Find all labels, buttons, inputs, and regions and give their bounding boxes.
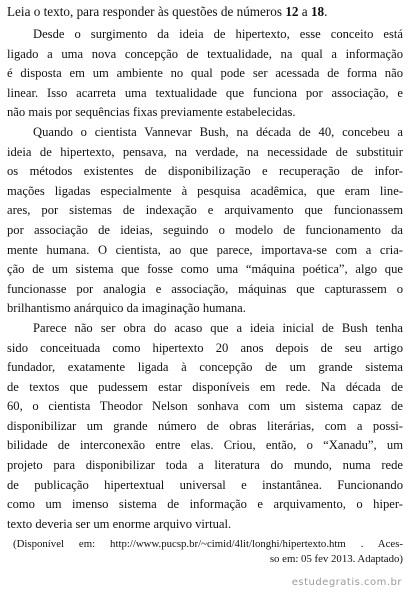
text-line: por associação de ideias, seguindo o modelo de funcionamento da	[7, 222, 403, 237]
document-page	[7, 2, 403, 567]
citation-line: (Disponível em: http://www.pucsp.br/~cimid/4lit/longhi/hipertexto.htm . Aces-	[13, 538, 403, 551]
source-citation	[7, 537, 403, 567]
text-line: mações ligadas especialmente à pesquisa acadêmica, que eram line-	[7, 183, 403, 198]
text-line: mente humana. O cientista, ao que parece, importava-se com a cria-	[7, 242, 403, 257]
text-line: texto deveria ser um enorme arquivo virtual.	[7, 516, 232, 531]
instruction-prefix: Leia o texto, para responder às questões de números	[7, 4, 286, 19]
text-line: 60, o cientista Theodor Nelson sonhava com um sistema capaz de	[7, 399, 403, 414]
text-line: é disposta em um ambiente no qual pode ser acessada de forma não	[7, 66, 403, 81]
text-line: Parece não ser obra do acaso que a ideia inicial de Bush tenha	[33, 320, 403, 335]
text-line: ares, por sistemas de indexação e arquivamento que funcionassem	[7, 203, 403, 218]
paragraph-1	[7, 25, 403, 123]
text-line: bilidade de interconexão entre elas. Criou, então, o “Xanadu”, um	[7, 438, 403, 453]
text-line: projeto para disponibilizar toda a literatura do mundo, numa rede	[7, 458, 403, 473]
text-line: ção de um sistema que fosse como uma “máquina poética”, algo que	[7, 262, 403, 277]
text-line: disponibilizar um grande número de obras literárias, com a possi-	[7, 418, 403, 433]
text-line: brilhantismo anárquico da imaginação humana.	[7, 301, 246, 316]
question-end-number: 18	[310, 4, 325, 19]
text-line: de textos que pudessem estar disponíveis em rede. Na década de	[7, 379, 403, 394]
text-line: fundador, exatamente ligada à concepção de um grande sistema	[7, 360, 403, 375]
instruction-connector: a	[298, 4, 311, 19]
paragraph-3	[7, 319, 403, 535]
instruction-text	[7, 2, 403, 21]
text-line: os métodos existentes de disponibilização e recuperação de infor-	[7, 164, 403, 179]
text-line: ligado a uma nova concepção de textualidade, na qual a informação	[7, 46, 403, 61]
text-line: Desde o surgimento da ideia de hipertexto, esse conceito está	[33, 27, 403, 41]
instruction-suffix: .	[324, 4, 328, 19]
paragraph-2	[7, 123, 403, 319]
text-line: linear. Isso acarreta uma textualidade que funciona por associação, e	[7, 85, 403, 100]
text-line: não mais por sequências fixas previamente estabelecidas.	[7, 105, 296, 120]
text-line: Quando o cientista Vannevar Bush, na década de 40, concebeu a	[33, 124, 403, 139]
site-watermark: estudegratis.com.br	[291, 577, 402, 588]
question-start-number: 12	[285, 4, 299, 19]
text-line: de publicação hipertextual universal e instantânea. Funcionando	[7, 477, 403, 492]
text-line: sido conceituada como hipertexto 20 anos depois de seu artigo	[7, 340, 403, 355]
text-line: ideia de hipertexto, pensava, na verdade, na necessidade de substituir	[7, 144, 403, 159]
text-line: como um imenso sistema de informação e arquivamento, o hiper-	[7, 497, 403, 512]
text-line: funcionasse por analogia e associação, máquinas que capturassem o	[7, 281, 403, 296]
citation-line: so em: 05 fev 2013. Adaptado)	[269, 553, 403, 566]
